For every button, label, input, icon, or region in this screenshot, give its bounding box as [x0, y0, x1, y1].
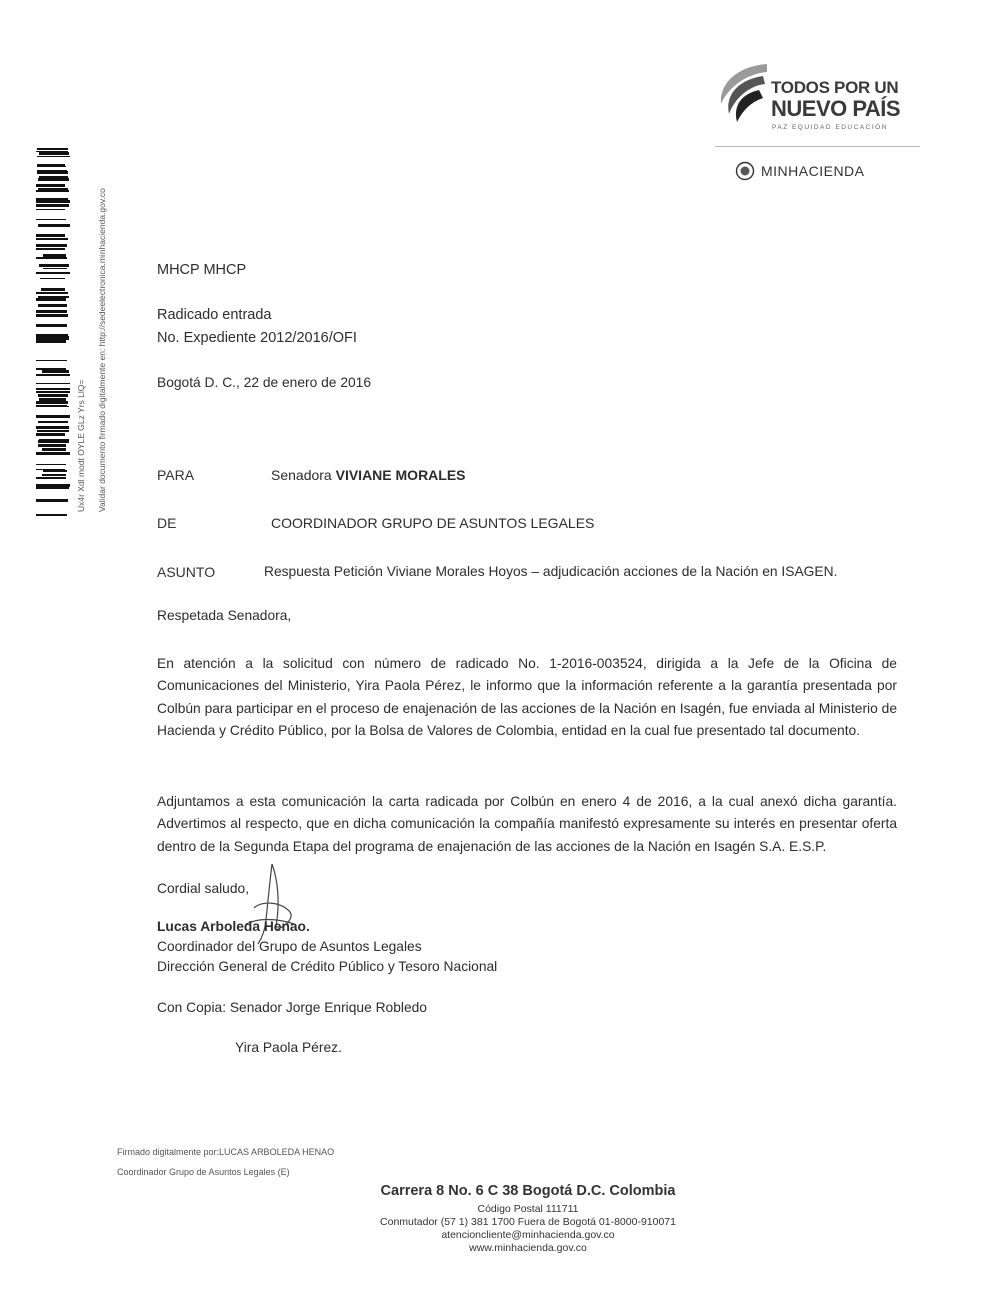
handwritten-signature [232, 860, 312, 950]
para-value [271, 467, 466, 483]
footer-postal: Código Postal 111711 [477, 1203, 579, 1215]
ministry-name: MINHACIENDA [761, 163, 865, 179]
de-label: DE [157, 515, 177, 531]
coat-of-arms-icon [735, 161, 755, 181]
body-paragraph-2: Adjuntamos a esta comunicación la carta radicada por Colbún en enero 4 de 2016, a la cual anexó dicha garantía. Advertimos al respecto, que en dicha comunicación la compañía manifestó expresamente su interés en presentar oferta dentro de la Segunda Etapa del programa de enajenación de las acciones de la Nación en Isagén S.A. E.S.P. [157, 794, 897, 854]
de-value: COORDINADOR GRUPO DE ASUNTOS LEGALES [271, 515, 595, 531]
expediente-number: No. Expediente 2012/2016/OFI [157, 330, 357, 346]
asunto-value: Respuesta Petición Viviane Morales Hoyos – adjudicación acciones de la Nación en ISAGEN. [264, 564, 838, 579]
footer-website: www.minhacienda.gov.co [469, 1242, 587, 1254]
logo-line-2: NUEVO PAÍS [771, 96, 901, 121]
document-code-text: Ux4r Xdl modt OYLE GLz Yrs LlQ= [76, 379, 86, 512]
copy-line-2: Yira Paola Pérez. [235, 1040, 342, 1055]
logo-line-1: TODOS POR UN [771, 78, 899, 97]
barcode-image [36, 148, 70, 516]
logo-divider [715, 146, 920, 147]
closing-text: Cordial saludo, [157, 881, 250, 896]
asunto-label: ASUNTO [157, 564, 216, 580]
signer-office: Dirección General de Crédito Público y Tesoro Nacional [157, 959, 498, 974]
radicado-label: Radicado entrada [157, 307, 272, 323]
signer-name: Lucas Arboleda Henao. [157, 919, 310, 934]
government-logo [715, 58, 925, 198]
validation-url-text: Validar documento firmado digitalmente en: http://sedeelectronica.minhacienda.gov.co [97, 188, 107, 512]
copy-line-1: Con Copia: Senador Jorge Enrique Robledo [157, 1000, 427, 1015]
signer-role-note: Coordinador Grupo de Asuntos Legales (E) [117, 1167, 290, 1177]
signer-title: Coordinador del Grupo de Asuntos Legales [157, 939, 422, 954]
para-recipient-name: VIVIANE MORALES [335, 467, 466, 483]
footer-address: Carrera 8 No. 6 C 38 Bogotá D.C. Colombia [380, 1183, 676, 1199]
logo-line-3: PAZ EQUIDAD EDUCACIÓN [772, 124, 888, 131]
salutation: Respetada Senadora, [157, 608, 292, 623]
colombia-swoosh-icon [715, 62, 773, 128]
digital-signature-note: Firmado digitalmente por:LUCAS ARBOLEDA HENAO [117, 1147, 335, 1157]
para-prefix: Senadora [271, 467, 336, 483]
body-paragraph-1: En atención a la solicitud con número de radicado No. 1-2016-003524, dirigida a la Jefe de la Oficina de Comunicaciones del Ministerio, Yira Paola Pérez, le informo que la información referente a la garantía presentada por Colbún para participar en el proceso de enajenación de las acciones de la Nación en Isagén, fue enviada al Ministerio de Hacienda y Crédito Público, por la Bolsa de Valores de Colombia, entidad en la cual fue presentado tal documento. [157, 656, 897, 739]
sender-code: MHCP MHCP [157, 262, 247, 278]
para-label: PARA [157, 467, 195, 483]
footer-phone: Conmutador (57 1) 381 1700 Fuera de Bogotá 01-8000-910071 [380, 1216, 676, 1228]
footer-email: atencioncliente@minhacienda.gov.co [441, 1229, 615, 1241]
letter-date: Bogotá D. C., 22 de enero de 2016 [157, 375, 372, 390]
